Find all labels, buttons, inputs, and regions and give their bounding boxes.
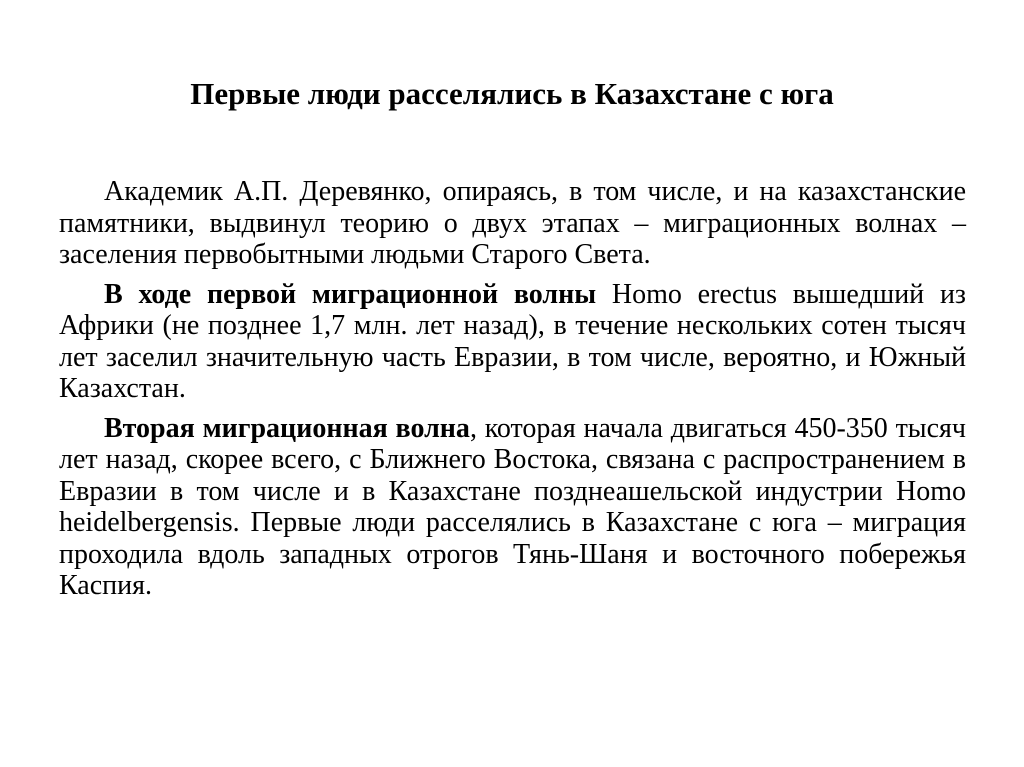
paragraph-2 — [59, 279, 966, 405]
paragraph-2-lead: В ходе первой миграционной волны — [104, 278, 597, 310]
paragraph-1 — [59, 176, 966, 271]
paragraph-3 — [59, 413, 966, 602]
slide-body — [59, 176, 966, 610]
slide-title: Первые люди расселялись в Казахстане с юга — [190, 76, 834, 111]
paragraph-2-text: Homo erectus вышедший из Африки (не позднее 1,7 млн. лет назад), в течение нескольких сотен тысяч лет заселил значительную часть Евразии, в том числе, вероятно, и Южный Казахстан. — [59, 278, 966, 404]
paragraph-3-lead: Вторая миграционная волна — [104, 412, 470, 444]
paragraph-3-text: , которая начала двигаться 450-350 тысяч лет назад, скорее всего, с Ближнего Востока, связана с распространением в Евразии в том числе и в Казахстане позднеашельской индустрии Homo heidelbergensis. Первые люди расселялись в Казахстане с юга – миграция проходила вдоль западных отрогов Тянь-Шаня и восточного побережья Каспия. — [59, 412, 967, 601]
paragraph-1-text: Академик А.П. Деревянко, опираясь, в том числе, и на казахстанские памятники, выдвинул теорию о двух этапах – миграционных волнах – заселения первобытными людьми Старого Света. — [59, 176, 966, 270]
